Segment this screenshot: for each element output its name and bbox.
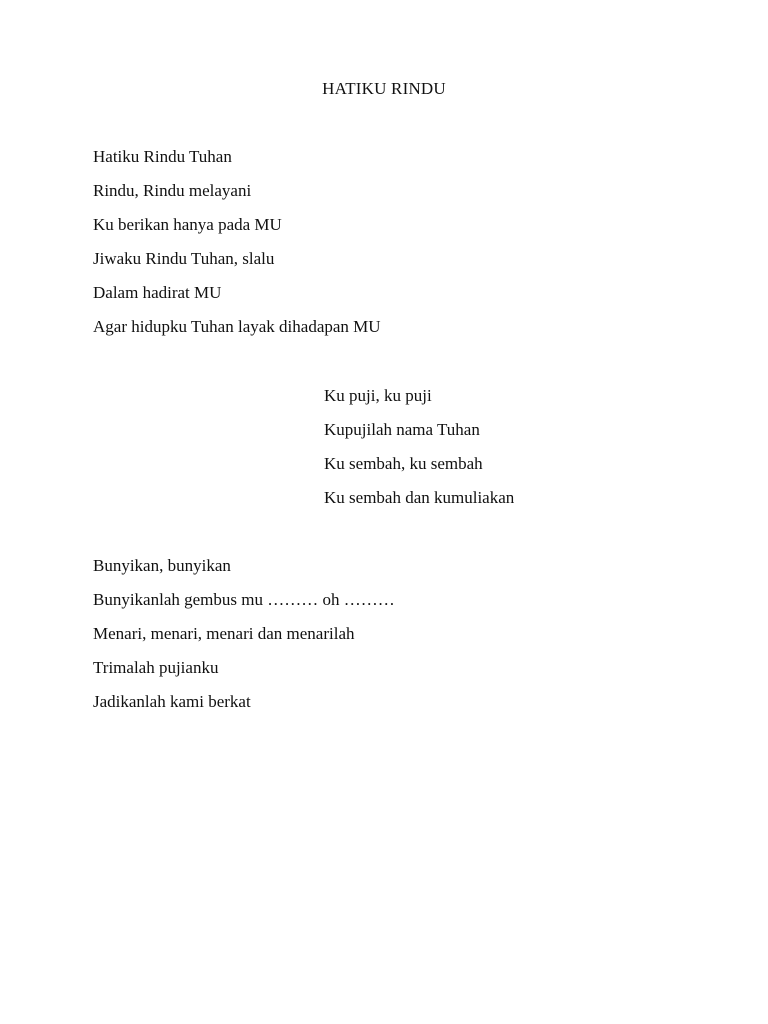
song-title: HATIKU RINDU bbox=[322, 79, 446, 98]
lyric-line: Menari, menari, menari dan menarilah bbox=[93, 624, 355, 643]
lyric-line: Jadikanlah kami berkat bbox=[93, 692, 251, 711]
lyric-line: Ku sembah, ku sembah bbox=[324, 454, 483, 473]
lyric-line: Ku berikan hanya pada MU bbox=[93, 215, 282, 234]
verse-2 bbox=[93, 555, 395, 725]
lyric-line: Hatiku Rindu Tuhan bbox=[93, 147, 232, 166]
lyric-line: Ku puji, ku puji bbox=[324, 386, 432, 405]
lyric-line: Bunyikan, bunyikan bbox=[93, 556, 231, 575]
chorus bbox=[324, 385, 514, 521]
lyric-line: Rindu, Rindu melayani bbox=[93, 181, 252, 200]
verse-1 bbox=[93, 146, 381, 350]
lyric-line: Bunyikanlah gembus mu ……… oh ……… bbox=[93, 590, 395, 609]
lyric-line: Jiwaku Rindu Tuhan, slalu bbox=[93, 249, 275, 268]
lyric-line: Dalam hadirat MU bbox=[93, 283, 222, 302]
lyric-line: Agar hidupku Tuhan layak dihadapan MU bbox=[93, 317, 381, 336]
lyric-line: Ku sembah dan kumuliakan bbox=[324, 488, 515, 507]
lyric-line: Kupujilah nama Tuhan bbox=[324, 420, 480, 439]
lyric-line: Trimalah pujianku bbox=[93, 658, 219, 677]
